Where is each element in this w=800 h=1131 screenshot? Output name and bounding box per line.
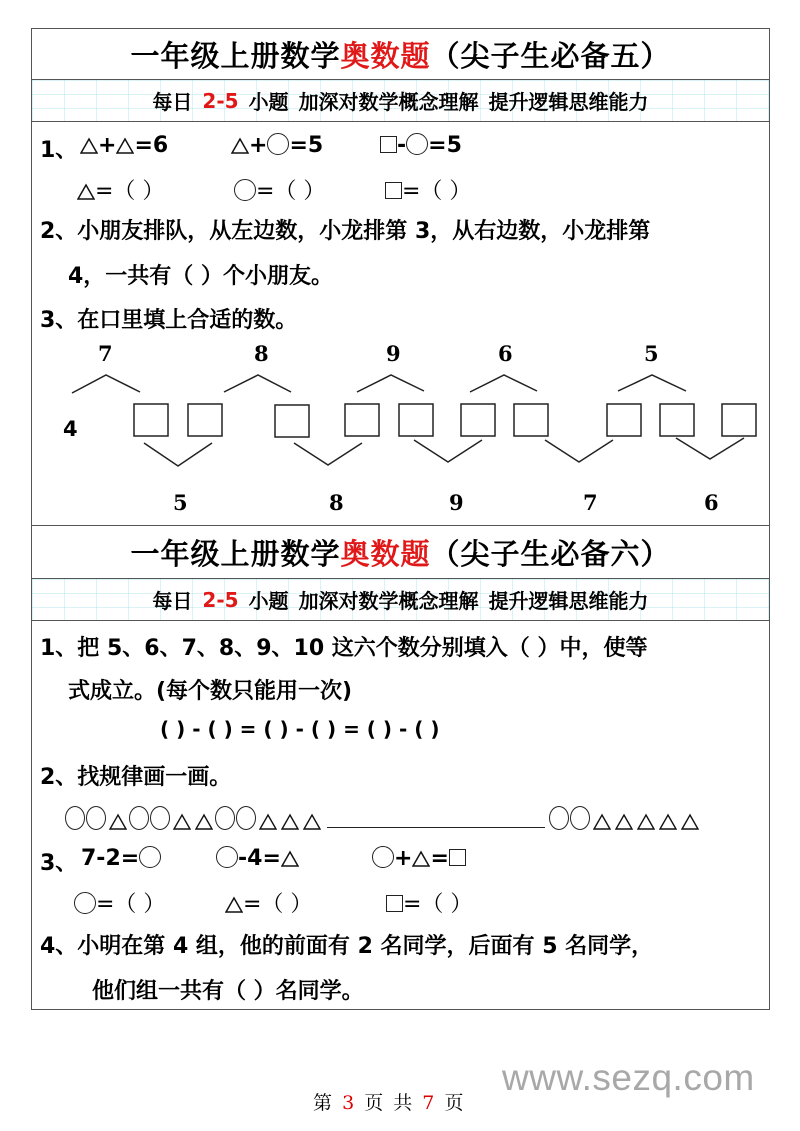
circle-icon <box>129 806 149 830</box>
equation-result: =5 <box>428 133 462 158</box>
s2-q3-eq3 <box>372 846 466 871</box>
equation-text: -4= <box>238 846 281 871</box>
triangle-icon <box>659 813 677 830</box>
page-footer <box>313 1088 465 1115</box>
s2-q3-eq2 <box>216 846 299 871</box>
s1-q2-line2[interactable]: 4，一共有（ ）个小朋友。 <box>68 264 333 289</box>
triangle-icon <box>303 813 321 830</box>
triangle-icon <box>637 813 655 830</box>
title-highlight: 奥数题 <box>340 38 431 73</box>
subtitle-highlight: 2-5 <box>202 587 239 612</box>
circle-icon <box>150 806 170 830</box>
triangle-icon <box>412 850 430 867</box>
top-number: 6 <box>498 341 513 366</box>
footer-text: 页 共 <box>364 1092 415 1114</box>
section2-subtitle <box>32 579 769 621</box>
top-number: 7 <box>98 341 113 366</box>
subtitle-text: 加深对数学概念理解 <box>298 589 479 613</box>
subtitle-text: 提升逻辑思维能力 <box>488 90 649 114</box>
s2-q3-number: 3、 <box>40 851 78 876</box>
circle-icon <box>74 892 96 914</box>
answer-blank: =（ ） <box>402 179 472 204</box>
circle-icon <box>372 846 394 868</box>
title-highlight: 奥数题 <box>340 536 431 571</box>
circle-icon <box>86 806 106 830</box>
equation-result: =6 <box>134 133 169 158</box>
s2-q3-eq1 <box>81 846 161 871</box>
title-suffix: （尖子生必备五） <box>430 38 671 73</box>
title-text: 一年级上册数学 <box>130 38 341 73</box>
answer-blank: =（ ） <box>96 892 166 917</box>
equation-text: 7-2= <box>81 846 140 871</box>
triangle-icon <box>615 813 633 830</box>
subtitle-text: 每日 <box>152 90 193 114</box>
circle-icon <box>216 846 238 868</box>
s2-q3-answer-triangle[interactable] <box>225 887 312 918</box>
operator: = <box>430 846 449 871</box>
bottom-number: 9 <box>449 490 464 515</box>
worksheet <box>31 28 770 1010</box>
section2-title <box>32 525 769 579</box>
subtitle-text: 加深对数学概念理解 <box>298 90 479 114</box>
operator: + <box>394 846 413 871</box>
s2-q3-answer-square[interactable] <box>386 887 472 918</box>
current-page: 3 <box>342 1092 357 1114</box>
s1-q3-line1: 3、在口里填上合适的数。 <box>40 308 298 333</box>
s2-q4-line2[interactable]: 他们组一共有（ ）名同学。 <box>92 979 364 1004</box>
watermark: www.sezq.com <box>502 1057 755 1098</box>
answer-blank: =（ ） <box>95 179 165 204</box>
answer-blank: =（ ） <box>403 892 473 917</box>
total-pages: 7 <box>422 1092 437 1114</box>
answer-blank: =（ ） <box>256 179 326 204</box>
triangle-icon <box>259 813 277 830</box>
s2-q1-equation[interactable]: ( ) - ( ) = ( ) - ( ) = ( ) - ( ) <box>160 717 440 741</box>
bottom-number: 5 <box>173 490 188 515</box>
s1-q2-line1: 2、小朋友排队，从左边数，小龙排第 3，从右边数，小龙排第 <box>40 219 651 244</box>
s1-q1-number: 1、 <box>40 138 78 163</box>
subtitle-text: 小题 <box>248 90 289 114</box>
s2-q2-line1: 2、找规律画一画。 <box>40 765 232 790</box>
bottom-number: 6 <box>704 490 719 515</box>
left-number: 4 <box>63 417 78 441</box>
triangle-icon <box>225 896 243 913</box>
triangle-icon <box>281 850 299 867</box>
s2-q1-line2: 式成立。(每个数只能用一次) <box>68 679 353 704</box>
triangle-icon <box>593 813 611 830</box>
s2-q4-line1: 4、小明在第 4 组，他的前面有 2 名同学，后面有 5 名同学， <box>40 934 654 959</box>
circle-icon <box>549 806 569 830</box>
triangle-icon <box>173 813 191 830</box>
subtitle-text: 小题 <box>248 589 289 613</box>
circle-icon <box>139 846 161 868</box>
circle-icon <box>215 806 235 830</box>
operator: - <box>397 133 407 158</box>
top-number: 9 <box>386 341 401 366</box>
circle-icon <box>65 806 85 830</box>
bottom-number: 7 <box>583 490 598 515</box>
title-text: 一年级上册数学 <box>130 536 341 571</box>
triangle-icon <box>195 813 213 830</box>
bottom-number: 8 <box>329 490 344 515</box>
circle-icon <box>570 806 590 830</box>
footer-text: 页 <box>444 1092 466 1114</box>
top-number: 8 <box>254 341 269 366</box>
triangle-icon <box>281 813 299 830</box>
subtitle-highlight: 2-5 <box>202 88 239 113</box>
triangle-icon <box>681 813 699 830</box>
operator: + <box>98 133 117 158</box>
square-icon <box>449 849 466 866</box>
number-decomposition-diagram <box>32 29 771 529</box>
square-icon <box>386 895 403 912</box>
subtitle-text: 提升逻辑思维能力 <box>488 589 649 613</box>
top-number: 5 <box>644 341 659 366</box>
shape-pattern <box>65 800 701 830</box>
answer-line[interactable] <box>327 827 545 828</box>
s2-q3-answer-circle[interactable] <box>74 887 165 918</box>
title-suffix: （尖子生必备六） <box>430 536 671 571</box>
subtitle-text: 每日 <box>152 589 193 613</box>
answer-blank: =（ ） <box>243 892 313 917</box>
operator: + <box>249 133 268 158</box>
equation-result: =5 <box>289 133 324 158</box>
s2-q1-line1: 1、把 5、6、7、8、9、10 这六个数分别填入（ ）中，使等 <box>40 636 648 661</box>
footer-text: 第 <box>313 1092 335 1114</box>
triangle-icon <box>109 813 127 830</box>
circle-icon <box>236 806 256 830</box>
